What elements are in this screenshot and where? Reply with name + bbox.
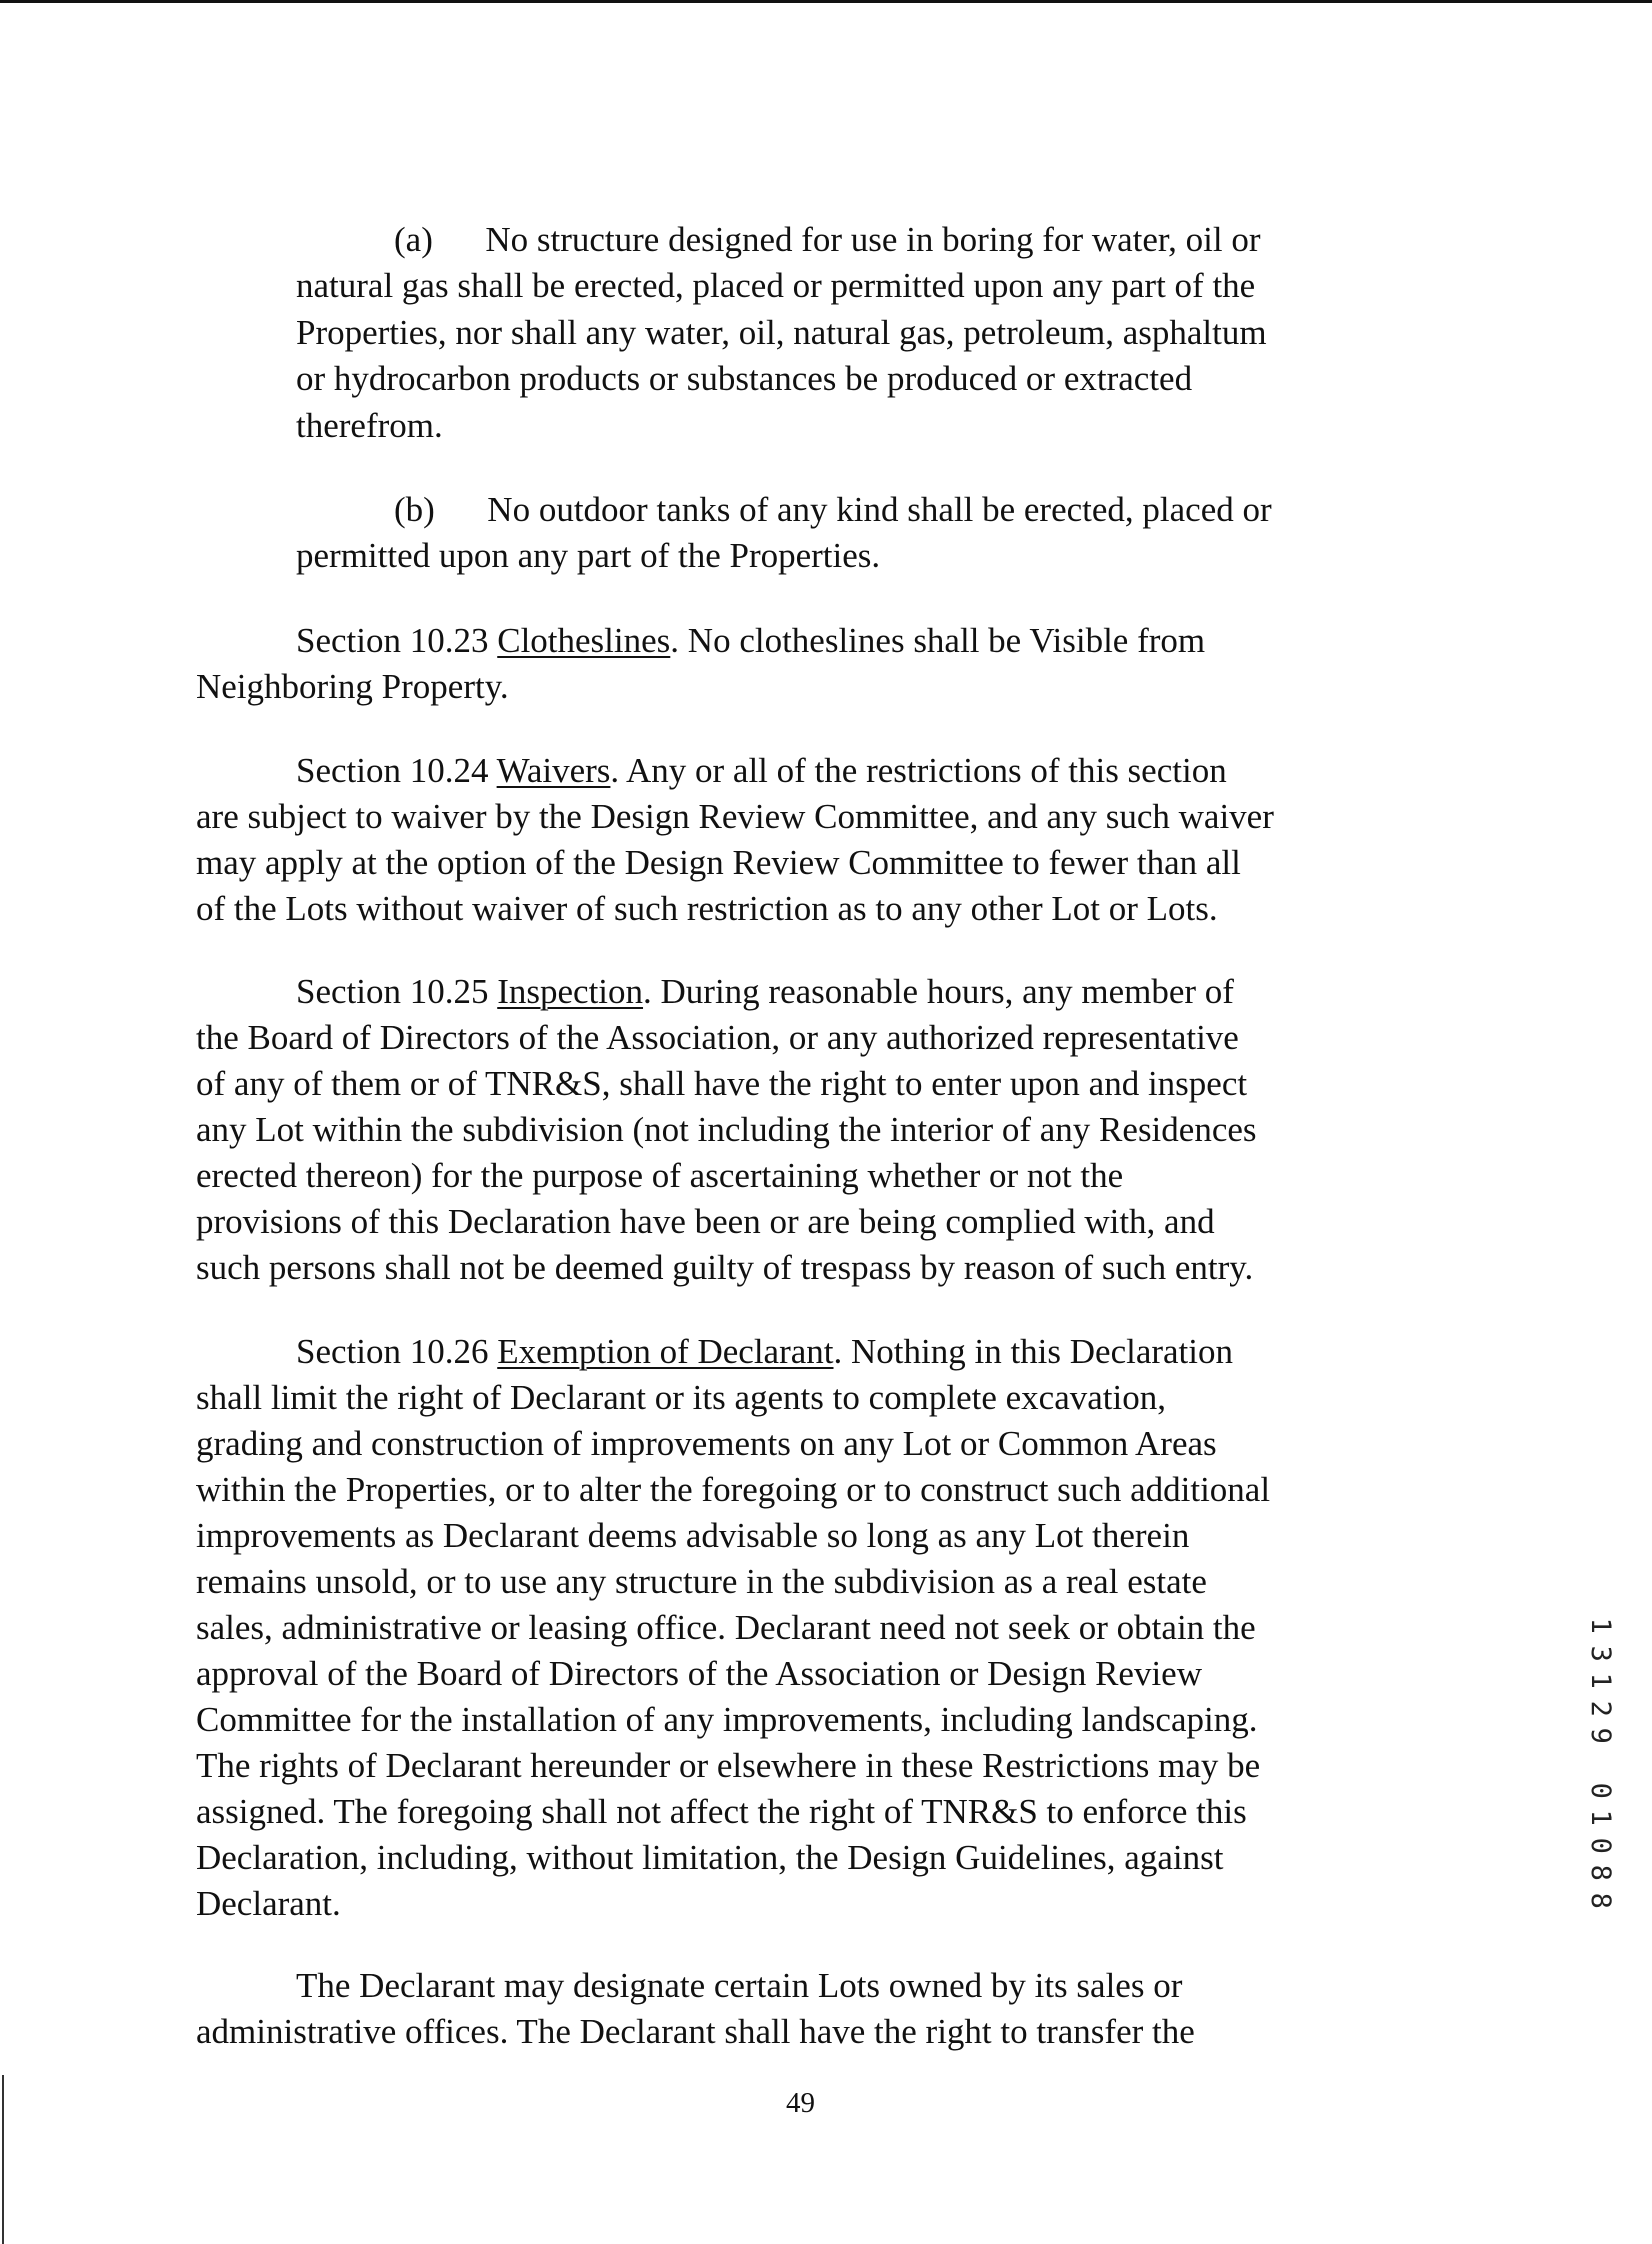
page-number: 49 [786, 2087, 815, 2119]
stamp-digit: 0 [1584, 1837, 1616, 1854]
section-number: Section 10.26 [296, 1332, 498, 1371]
paragraph-line: Declarant. [196, 1884, 341, 1923]
section-first-line-text: . During reasonable hours, any member of [643, 972, 1234, 1011]
stamp-digit: 0 [1584, 1782, 1616, 1799]
section-first-line [296, 969, 1234, 1016]
section-first-line-text: . Nothing in this Declaration [833, 1332, 1234, 1371]
paragraph-line: remains unsold, or to use any structure in the subdivision as a real estate [196, 1562, 1207, 1601]
recording-stamp [1580, 1612, 1620, 1914]
section-first-line [296, 618, 1205, 665]
paragraph-line: administrative offices. The Declarant shall have the right to transfer the [196, 2012, 1195, 2051]
paragraph-line: therefrom. [296, 406, 443, 445]
paragraph-line: any Lot within the subdivision (not including the interior of any Residences [196, 1110, 1257, 1149]
paragraph-line: assigned. The foregoing shall not affect the right of TNR&S to enforce this [196, 1792, 1247, 1831]
paragraph-line: natural gas shall be erected, placed or permitted upon any part of the [296, 266, 1256, 305]
section-heading: Inspection [497, 972, 644, 1011]
paragraph-line: (b) No outdoor tanks of any kind shall be erected, placed or [394, 490, 1272, 529]
paragraph-line: of any of them or of TNR&S, shall have the right to enter upon and inspect [196, 1064, 1248, 1103]
paragraph-line: of the Lots without waiver of such restriction as to any other Lot or Lots. [196, 889, 1218, 928]
paragraph-line: erected thereon) for the purpose of ascertaining whether or not the [196, 1156, 1124, 1195]
paragraph-line: Properties, nor shall any water, oil, natural gas, petroleum, asphaltum [296, 313, 1267, 352]
section-number: Section 10.24 [296, 751, 497, 790]
paragraph-line: (a) No structure designed for use in boring for water, oil or [394, 220, 1261, 259]
section-first-line-text: . Any or all of the restrictions of this section [610, 751, 1227, 790]
paragraph-line: shall limit the right of Declarant or its agents to complete excavation, [196, 1378, 1166, 1417]
section-first-line [296, 1329, 1233, 1376]
section-number: Section 10.23 [296, 621, 498, 660]
stamp-digit: 1 [1584, 1809, 1616, 1826]
paragraph-line: provisions of this Declaration have been or are being complied with, and [196, 1202, 1215, 1241]
paragraph-line: Neighboring Property. [196, 667, 509, 706]
stamp-digit: 8 [1584, 1892, 1616, 1909]
paragraph-line: approval of the Board of Directors of the Association or Design Review [196, 1654, 1202, 1693]
paragraph-line: The Declarant may designate certain Lots owned by its sales or [296, 1966, 1183, 2005]
stamp-digit: 1 [1584, 1672, 1616, 1689]
paragraph-line: Committee for the installation of any improvements, including landscaping. [196, 1700, 1258, 1739]
section-heading: Clotheslines [497, 621, 671, 660]
section-first-line-text: . No clotheslines shall be Visible from [670, 621, 1206, 660]
paragraph-line: The rights of Declarant hereunder or elsewhere in these Restrictions may be [196, 1746, 1261, 1785]
stamp-digit: 8 [1584, 1864, 1616, 1881]
stamp-digit: 3 [1584, 1645, 1616, 1662]
paragraph-line: such persons shall not be deemed guilty of trespass by reason of such entry. [196, 1248, 1254, 1287]
scan-top-rule [0, 0, 1652, 3]
paragraph-line: the Board of Directors of the Association, or any authorized representative [196, 1018, 1239, 1057]
stamp-digit: 2 [1584, 1700, 1616, 1717]
stamp-digit: 9 [1584, 1727, 1616, 1744]
section-heading: Waivers [496, 751, 611, 790]
paragraph-line: sales, administrative or leasing office. Declarant need not seek or obtain the [196, 1608, 1256, 1647]
paragraph-line: grading and construction of improvements on any Lot or Common Areas [196, 1424, 1217, 1463]
paragraph-line: are subject to waiver by the Design Review Committee, and any such waiver [196, 797, 1274, 836]
paragraph-line: or hydrocarbon products or substances be produced or extracted [296, 359, 1193, 398]
scan-left-edge-mark [2, 2075, 4, 2244]
paragraph-line: within the Properties, or to alter the foregoing or to construct such additional [196, 1470, 1271, 1509]
section-first-line [296, 748, 1227, 795]
paragraph-line: Declaration, including, without limitation, the Design Guidelines, against [196, 1838, 1224, 1877]
paragraph-line: may apply at the option of the Design Review Committee to fewer than all [196, 843, 1241, 882]
section-number: Section 10.25 [296, 972, 498, 1011]
section-heading: Exemption of Declarant [497, 1332, 834, 1371]
stamp-digit: 1 [1584, 1617, 1616, 1634]
paragraph-line: improvements as Declarant deems advisable so long as any Lot therein [196, 1516, 1190, 1555]
paragraph-line: permitted upon any part of the Properties. [296, 536, 881, 575]
